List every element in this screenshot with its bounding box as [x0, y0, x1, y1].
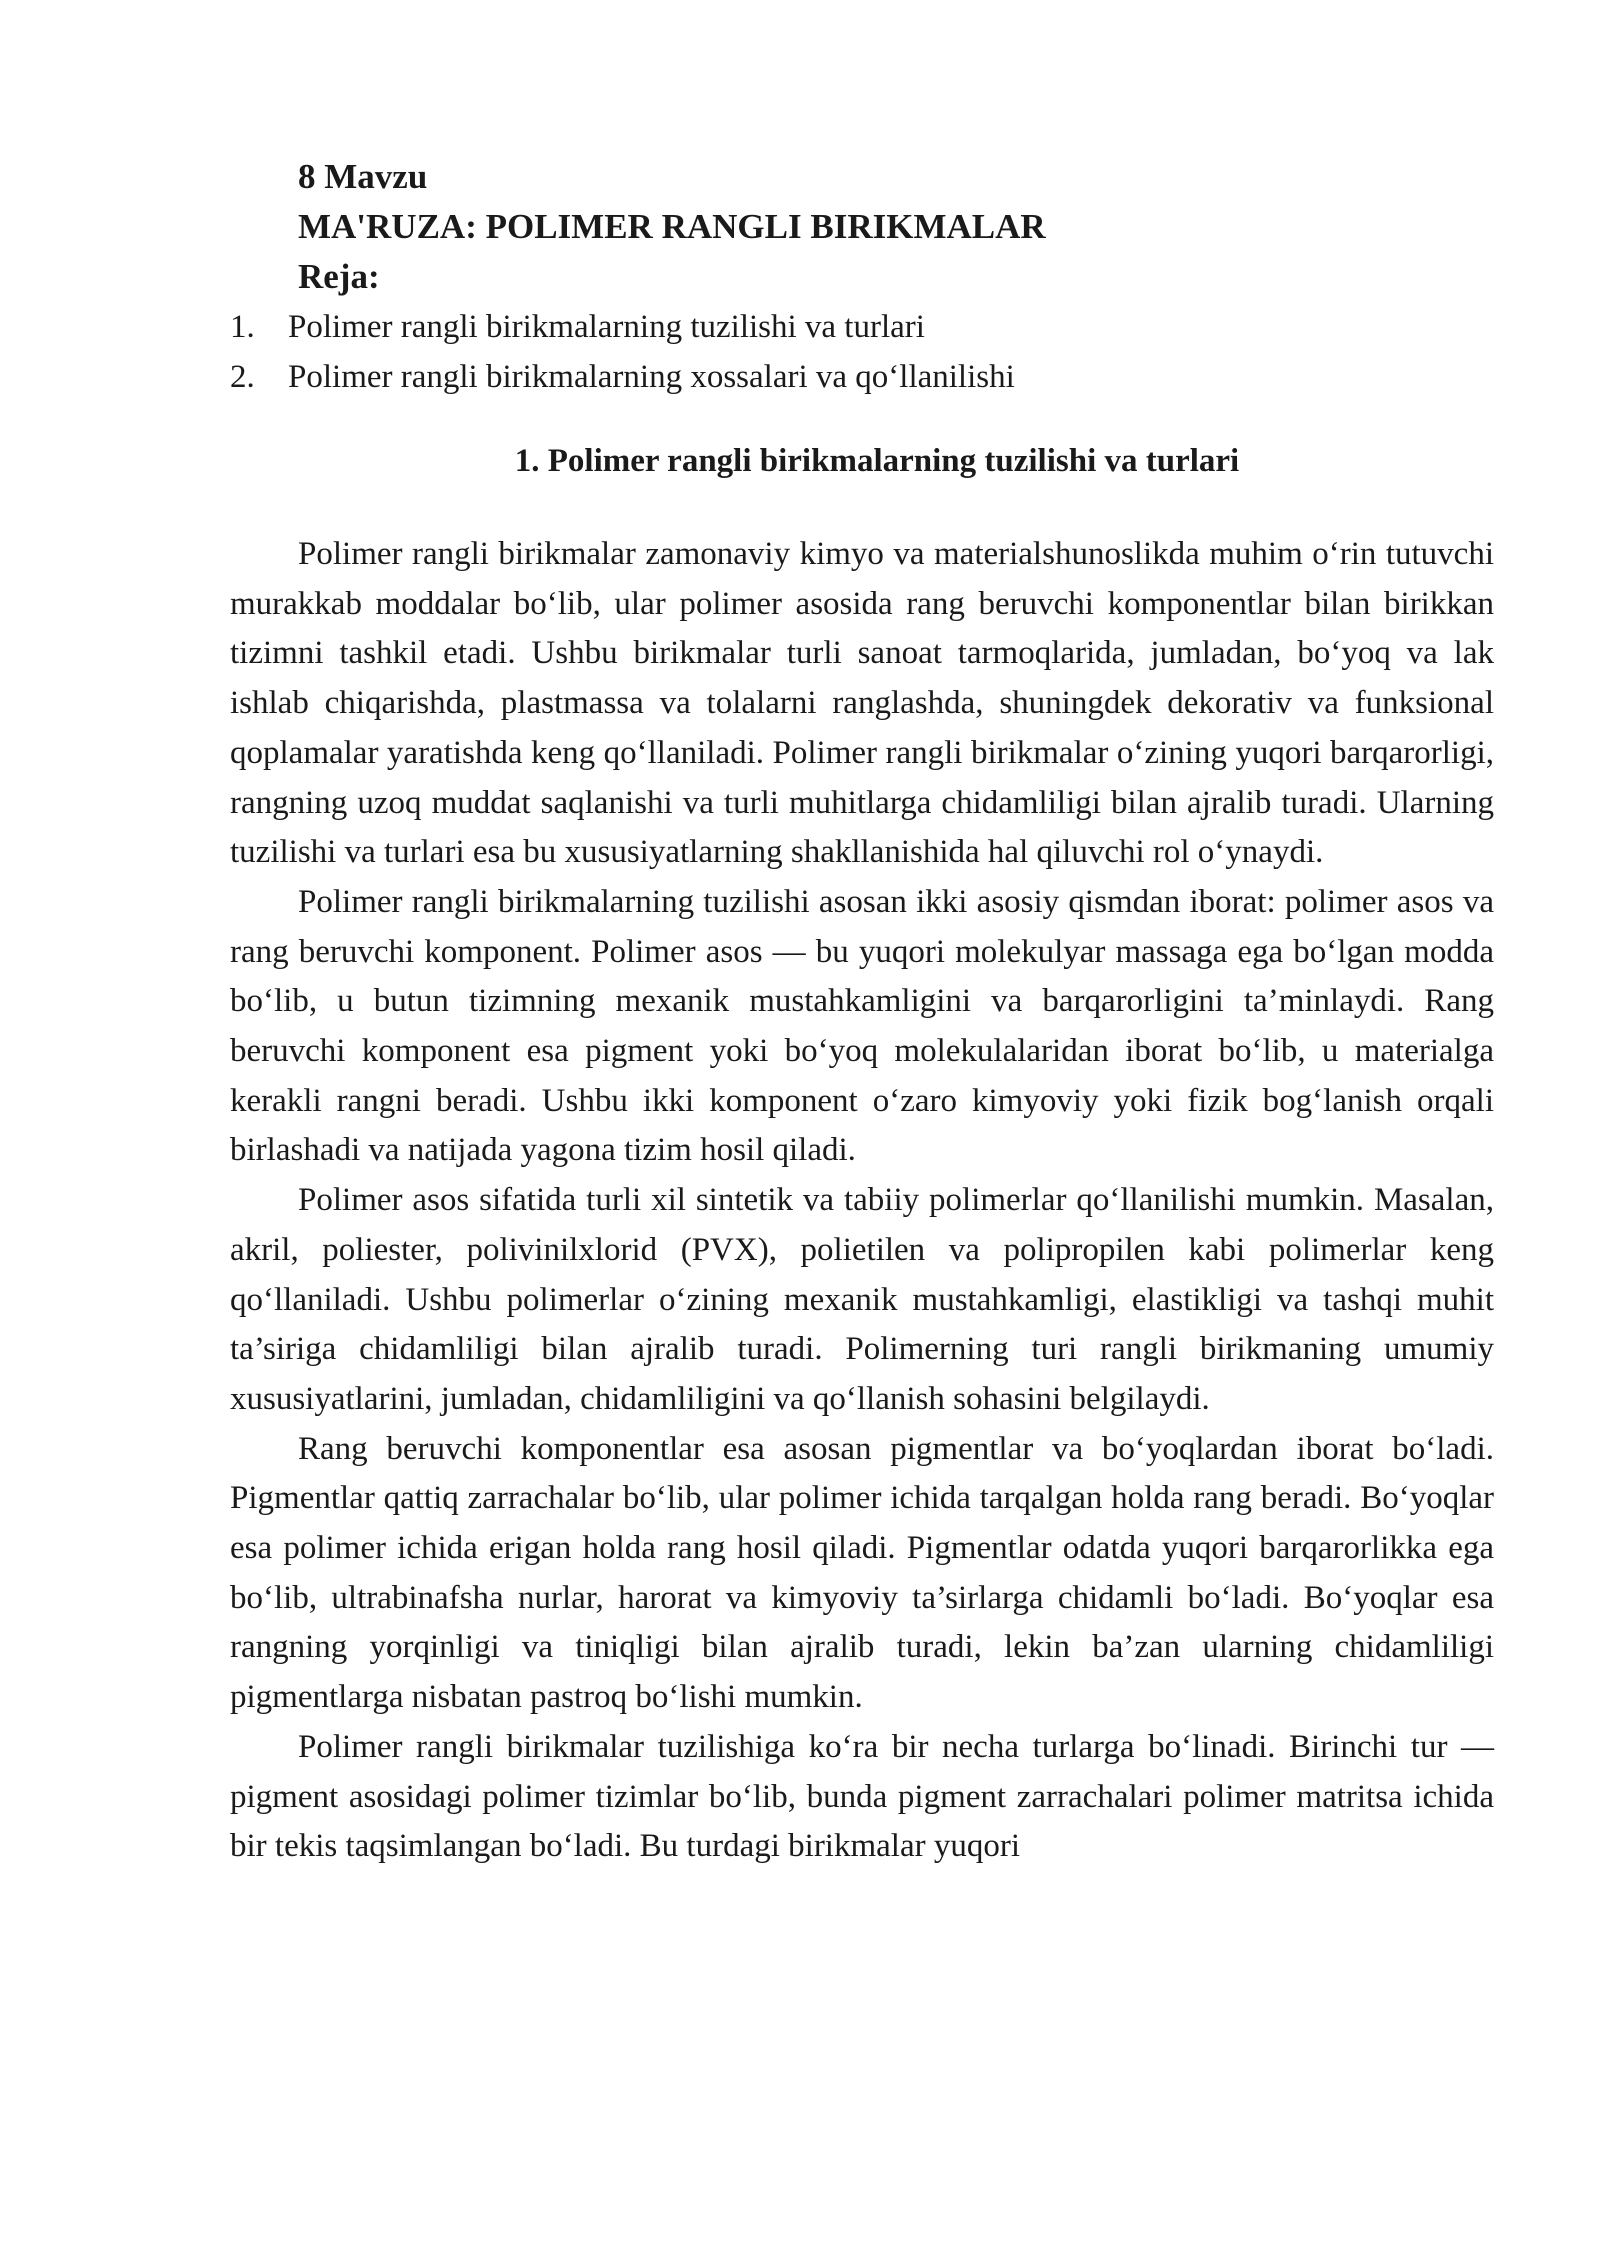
body-paragraph: Polimer asos sifatida turli xil sintetik va tabiiy polimerlar qo‘llanilishi mumkin. Masalan, akril, poliester, polivinilxlorid (PVX), polietilen va polipropilen kabi polimerlar keng qo‘llaniladi. Ushbu polimerlar o‘zining mexanik mustahkamligi, elastikligi va tashqi muhit ta’siriga chidamliligi bilan ajralib turadi. Polimerning turi rangli birikmaning umumiy xususiyatlarini, jumladan, chidamliligini va qo‘llanish sohasini belgilaydi. — [230, 1182, 1494, 1417]
body-paragraph: Rang beruvchi komponentlar esa asosan pigmentlar va bo‘yoqlardan iborat bo‘ladi. Pigmentlar qattiq zarrachalar bo‘lib, ular polimer ichida tarqalgan holda rang beradi. Bo‘yoqlar esa polimer ichida erigan holda rang hosil qiladi. Pigmentlar odatda yuqori barqarorlikka ega bo‘lib, ultrabinafsha nurlar, harorat va kimyoviy ta’sirlarga chidamli bo‘ladi. Bo‘yoqlar esa rangning yorqinligi va tiniqligi bilan ajralib turadi, lekin ba’zan ularning chidamliligi pigmentlarga nisbatan pastroq bo‘lishi mumkin. — [230, 1430, 1494, 1716]
document-page — [230, 152, 1494, 1872]
body-paragraph: Polimer rangli birikmalar tuzilishiga ko‘ra bir necha turlarga bo‘linadi. Birinchi tur — pigment asosidagi polimer tizimlar bo‘lib, bunda pigment zarrachalari polimer matritsa ichida bir tekis taqsimlangan bo‘ladi. Bu turdagi birikmalar yuqori — [230, 1728, 1494, 1865]
plan-item — [230, 302, 1494, 352]
section-title: 1. Polimer rangli birikmalarning tuzilishi va turlari — [514, 443, 1240, 479]
plan-item-text: Polimer rangli birikmalarning xossalari va qo‘llanilishi — [288, 359, 1015, 395]
body-paragraph: Polimer rangli birikmalarning tuzilishi asosan ikki asosiy qismdan iborat: polimer asos va rang beruvchi komponent. Polimer asos — bu yuqori molekulyar massaga ega bo‘lgan modda bo‘lib, u butun tizimning mexanik mustahkamligini va barqarorligini ta’minlaydi. Rang beruvchi komponent esa pigment yoki bo‘yoq molekulalaridan iborat bo‘lib, u materialga kerakli rangni beradi. Ushbu ikki komponent o‘zaro kimyoviy yoki fizik bog‘lanish orqali birlashadi va natijada yagona tizim hosil qiladi. — [230, 883, 1494, 1169]
plan-list — [230, 302, 1494, 402]
body-paragraph: Polimer rangli birikmalar zamonaviy kimyo va materialshunoslikda muhim o‘rin tutuvchi murakkab moddalar bo‘lib, ular polimer asosida rang beruvchi komponentlar bilan birikkan tizimni tashkil etadi. Ushbu birikmalar turli sanoat tarmoqlarida, jumladan, bo‘yoq va lak ishlab chiqarishda, plastmassa va tolalarni ranglashda, shuningdek dekorativ va funksional qoplamalar yaratishda keng qo‘llaniladi. Polimer rangli birikmalar o‘zining yuqori barqarorligi, rangning uzoq muddat saqlanishi va turli muhitlarga chidamliligi bilan ajralib turadi. Ularning tuzilishi va turlari esa bu xususiyatlarning shakllanishida hal qiluvchi rol o‘ynaydi. — [230, 536, 1494, 871]
plan-item-text: Polimer rangli birikmalarning tuzilishi va turlari — [288, 309, 925, 345]
topic-number: 8 Mavzu — [298, 157, 428, 196]
plan-item-number: 1. — [230, 309, 255, 345]
plan-item-number: 2. — [230, 359, 255, 395]
plan-label: Reja: — [298, 257, 380, 296]
plan-item — [230, 352, 1494, 402]
lecture-title: MA'RUZA: POLIMER RANGLI BIRIKMALAR — [298, 207, 1046, 246]
